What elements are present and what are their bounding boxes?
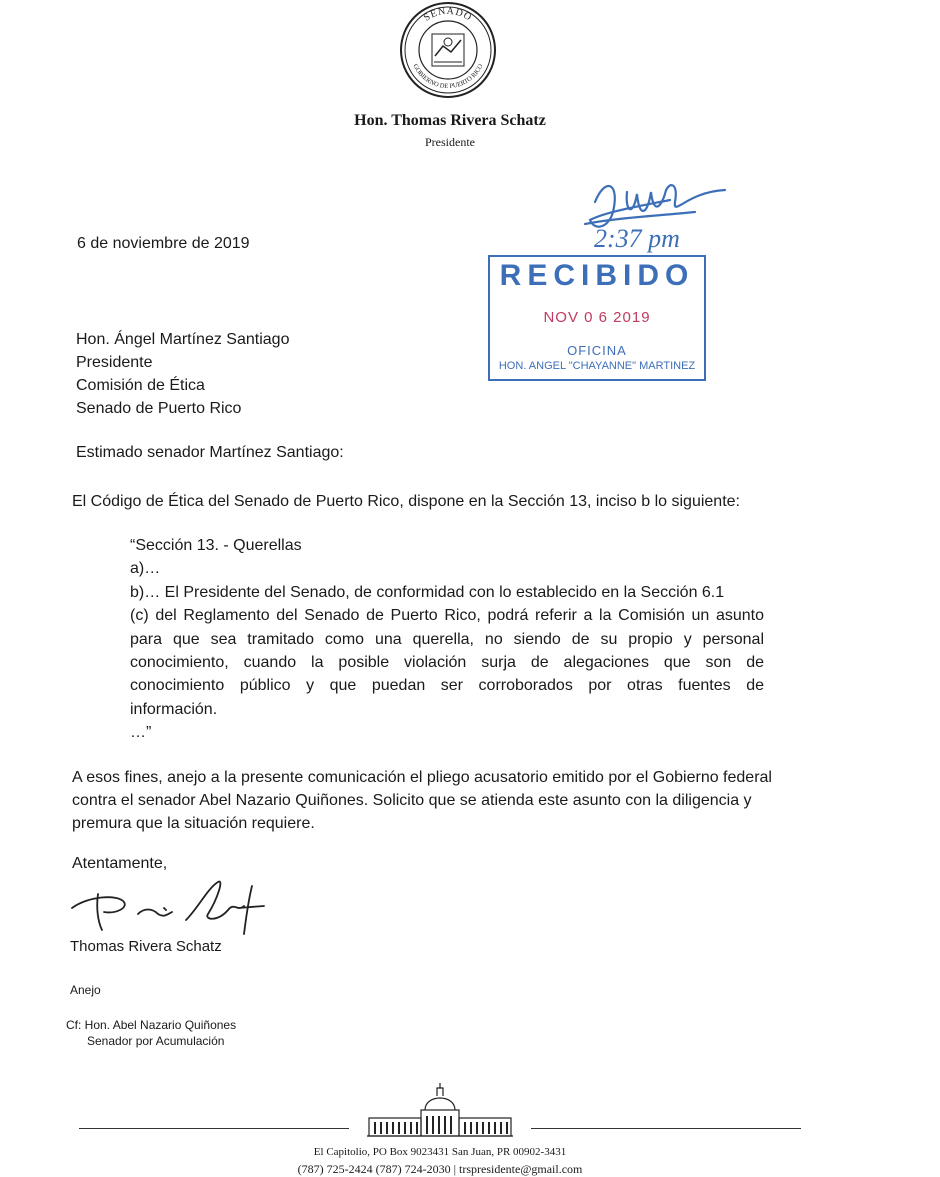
enclosure-note: Anejo (70, 983, 101, 997)
stamp-date: NOV 0 6 2019 (543, 309, 651, 326)
closing-line: contra el senador Abel Nazario Quiñones. Solicito que se atienda este asunto con la diligencia y (72, 792, 752, 809)
recipient-committee: Comisión de Ética (76, 377, 205, 394)
footer-address: El Capitolio, PO Box 9023431 San Juan, PR 00902-3431 (313, 1146, 567, 1158)
quote-line: conocimiento público y que puedan ser corroborados por otras fuentes de (130, 677, 764, 695)
closing-line: A esos fines, anejo a la presente comunicación el pliego acusatorio emitido por el Gobierno federal (72, 769, 772, 786)
letter-date: 6 de noviembre de 2019 (77, 235, 250, 252)
seal-text-top: SENADO (421, 5, 474, 24)
cc-recipient-role: Senador por Acumulación (87, 1034, 225, 1048)
quote-line: a)… (130, 560, 161, 578)
cc-recipient: Cf: Hon. Abel Nazario Quiñones (66, 1018, 237, 1032)
footer-rule-left (79, 1128, 349, 1129)
svg-text:GOBIERNO DE PUERTO RICO (411, 63, 484, 90)
recipient-block (76, 328, 289, 420)
quote-line: (c) del Reglamento del Senado de Puerto Rico, podrá referir a la Comisión un asunto (130, 607, 764, 625)
stamp-officeholder: HON. ANGEL "CHAYANNE" MARTINEZ (498, 360, 696, 372)
handwritten-signature (68, 878, 288, 938)
footer-contact: (787) 725-2424 (787) 724-2030 | trspresidente@gmail.com (297, 1162, 583, 1176)
quote-line: conocimiento, cuando la posible violación surja de alegaciones que son de (130, 653, 764, 671)
received-stamp (488, 255, 706, 381)
capitol-building-icon (365, 1080, 515, 1140)
closing-paragraph (72, 766, 842, 835)
letterhead-name: Hon. Thomas Rivera Schatz (354, 112, 546, 129)
receipt-time: 2:37 pm (594, 224, 680, 253)
seal-text-bottom: GOBIERNO DE PUERTO RICO (411, 63, 485, 91)
quote-line: “Sección 13. - Querellas (130, 537, 302, 554)
quote-line: para que sea tramitado como una querella, no siendo de su propio y personal (130, 630, 764, 648)
quote-line: …” (130, 724, 152, 742)
salutation: Estimado senador Martínez Santiago: (76, 444, 344, 461)
recipient-title: Presidente (76, 354, 153, 371)
stamp-title: RECIBIDO (499, 259, 695, 292)
intro-paragraph: El Código de Ética del Senado de Puerto Rico, dispone en la Sección 13, inciso b lo siguiente: (72, 493, 740, 510)
quoted-section (130, 534, 764, 745)
stamp-office: OFICINA (567, 343, 627, 358)
letterhead-title: Presidente (425, 135, 475, 149)
recipient-name: Hon. Ángel Martínez Santiago (76, 331, 290, 348)
footer-rule-right (531, 1128, 801, 1129)
recipient-institution: Senado de Puerto Rico (76, 400, 242, 417)
signer-name: Thomas Rivera Schatz (70, 938, 222, 955)
senate-seal (398, 0, 498, 100)
complimentary-close: Atentamente, (72, 855, 168, 872)
quote-line: información. (130, 700, 218, 718)
quote-line: b)… El Presidente del Senado, de conformidad con lo establecido en la Sección 6.1 (130, 583, 725, 601)
closing-line: premura que la situación requiere. (72, 815, 315, 832)
